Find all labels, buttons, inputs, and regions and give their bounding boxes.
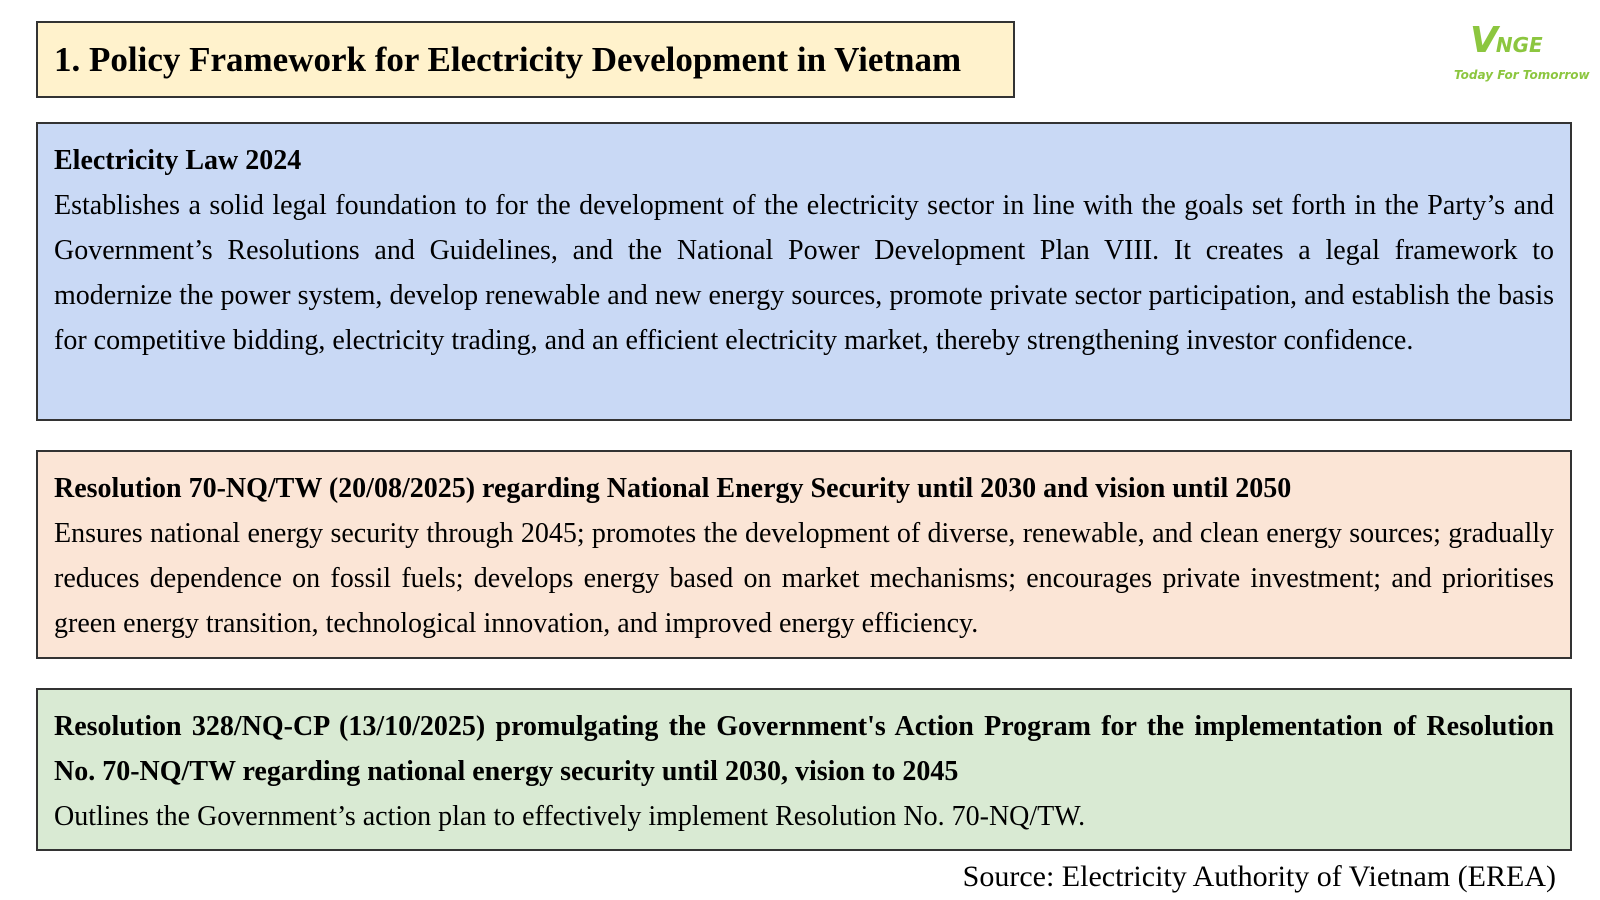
section-resolution-328	[36, 688, 1572, 851]
section-resolution-70	[36, 450, 1572, 659]
page-title-box	[36, 21, 1015, 98]
logo-mark-rest: NGE	[1495, 33, 1543, 57]
logo-mark-initial: V	[1470, 20, 1496, 61]
section-title: Resolution 328/NQ-CP (13/10/2025) promulgating the Government's Action Program for the implementation of Resolution No. 70-NQ/TW regarding national energy security until 2030, vision to 2045	[54, 711, 1554, 787]
section-body: Establishes a solid legal foundation to for the development of the electricity sector in line with the goals set forth in the Party’s and Government’s Resolutions and Guidelines, and the National Power Development Plan VIII. It creates a legal framework to modernize the power system, develop renewable and new energy sources, promote private sector participation, and establish the basis for competitive bidding, electricity trading, and an efficient electricity market, thereby strengthening investor confidence.	[54, 190, 1554, 356]
section-electricity-law	[36, 122, 1572, 421]
page-title: 1. Policy Framework for Electricity Development in Vietnam	[54, 39, 962, 79]
vnge-logo	[1440, 18, 1590, 88]
section-body: Outlines the Government’s action plan to effectively implement Resolution No. 70-NQ/TW.	[54, 801, 1086, 832]
section-title: Resolution 70-NQ/TW (20/08/2025) regarding National Energy Security until 2030 and vision until 2050	[54, 473, 1292, 504]
logo-tagline: Today For Tomorrow	[1454, 68, 1590, 82]
logo-mark	[1470, 20, 1543, 61]
section-body: Ensures national energy security through 2045; promotes the development of diverse, renewable, and clean energy sources; gradually reduces dependence on fossil fuels; develops energy based on market mechanisms; encourages private investment; and prioritises green energy transition, technological innovation, and improved energy efficiency.	[54, 518, 1554, 639]
section-title: Electricity Law 2024	[54, 145, 302, 176]
source-note: Source: Electricity Authority of Vietnam (EREA)	[962, 860, 1556, 893]
